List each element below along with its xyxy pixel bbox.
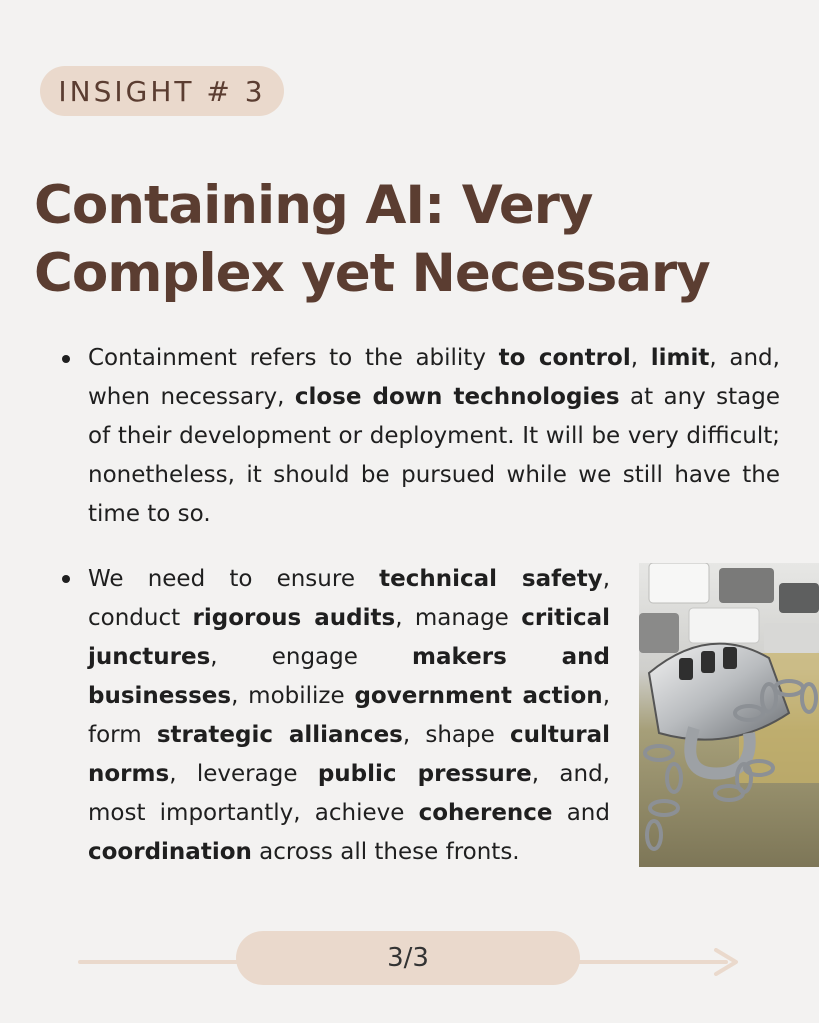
chained-padlock-photo bbox=[639, 563, 819, 867]
emphasis-text: rigorous audits bbox=[192, 605, 396, 631]
chained-padlock-icon bbox=[639, 563, 819, 867]
emphasis-text: close down technologies bbox=[294, 384, 620, 410]
bullet-containment bbox=[88, 339, 780, 534]
body-text: , leverage bbox=[169, 761, 318, 787]
bullet-dot bbox=[62, 355, 70, 363]
body-text: at any stage of their development or deployment. It will be very difficult; nonetheless, it should be pursued while we still have the time to so. bbox=[88, 384, 780, 527]
bullet-dot bbox=[62, 575, 70, 583]
body-text: , and, most importantly, achieve bbox=[88, 761, 610, 826]
page-indicator bbox=[236, 931, 580, 985]
body-text: , mobilize bbox=[231, 683, 355, 709]
insight-badge bbox=[40, 66, 284, 116]
body-text: , engage bbox=[210, 644, 413, 670]
body-text: Containment refers to the ability bbox=[88, 345, 499, 371]
emphasis-text: critical junctures bbox=[88, 605, 610, 670]
body-text: , conduct bbox=[88, 566, 610, 631]
emphasis-text: technical safety bbox=[379, 566, 603, 592]
body-text: , manage bbox=[395, 605, 522, 631]
bullet-actions bbox=[88, 560, 610, 872]
body-text: , shape bbox=[402, 722, 510, 748]
emphasis-text: coherence bbox=[418, 800, 553, 826]
body-text: We need to ensure bbox=[88, 566, 380, 592]
emphasis-text: cultural norms bbox=[88, 722, 611, 787]
body-text: , form bbox=[88, 683, 610, 748]
insight-badge-label: INSIGHT # 3 bbox=[58, 74, 266, 108]
body-text: across all these fronts. bbox=[251, 839, 520, 865]
emphasis-text: limit bbox=[650, 345, 710, 371]
emphasis-text: to control bbox=[498, 345, 631, 371]
body-text: and bbox=[552, 800, 610, 826]
emphasis-text: makers and businesses bbox=[88, 644, 610, 709]
page-indicator-label: 3/3 bbox=[387, 943, 429, 973]
title-line-1: Containing AI: Very bbox=[34, 175, 593, 236]
body-text: , bbox=[630, 345, 651, 371]
body-text: , and, when necessary, bbox=[88, 345, 780, 410]
emphasis-text: coordination bbox=[88, 839, 252, 865]
emphasis-text: strategic alliances bbox=[156, 722, 403, 748]
emphasis-text: public pressure bbox=[317, 761, 532, 787]
page-title bbox=[34, 172, 804, 308]
emphasis-text: government action bbox=[354, 683, 603, 709]
arrow-right-icon[interactable] bbox=[712, 948, 742, 976]
title-line-2: Complex yet Necessary bbox=[34, 243, 710, 304]
